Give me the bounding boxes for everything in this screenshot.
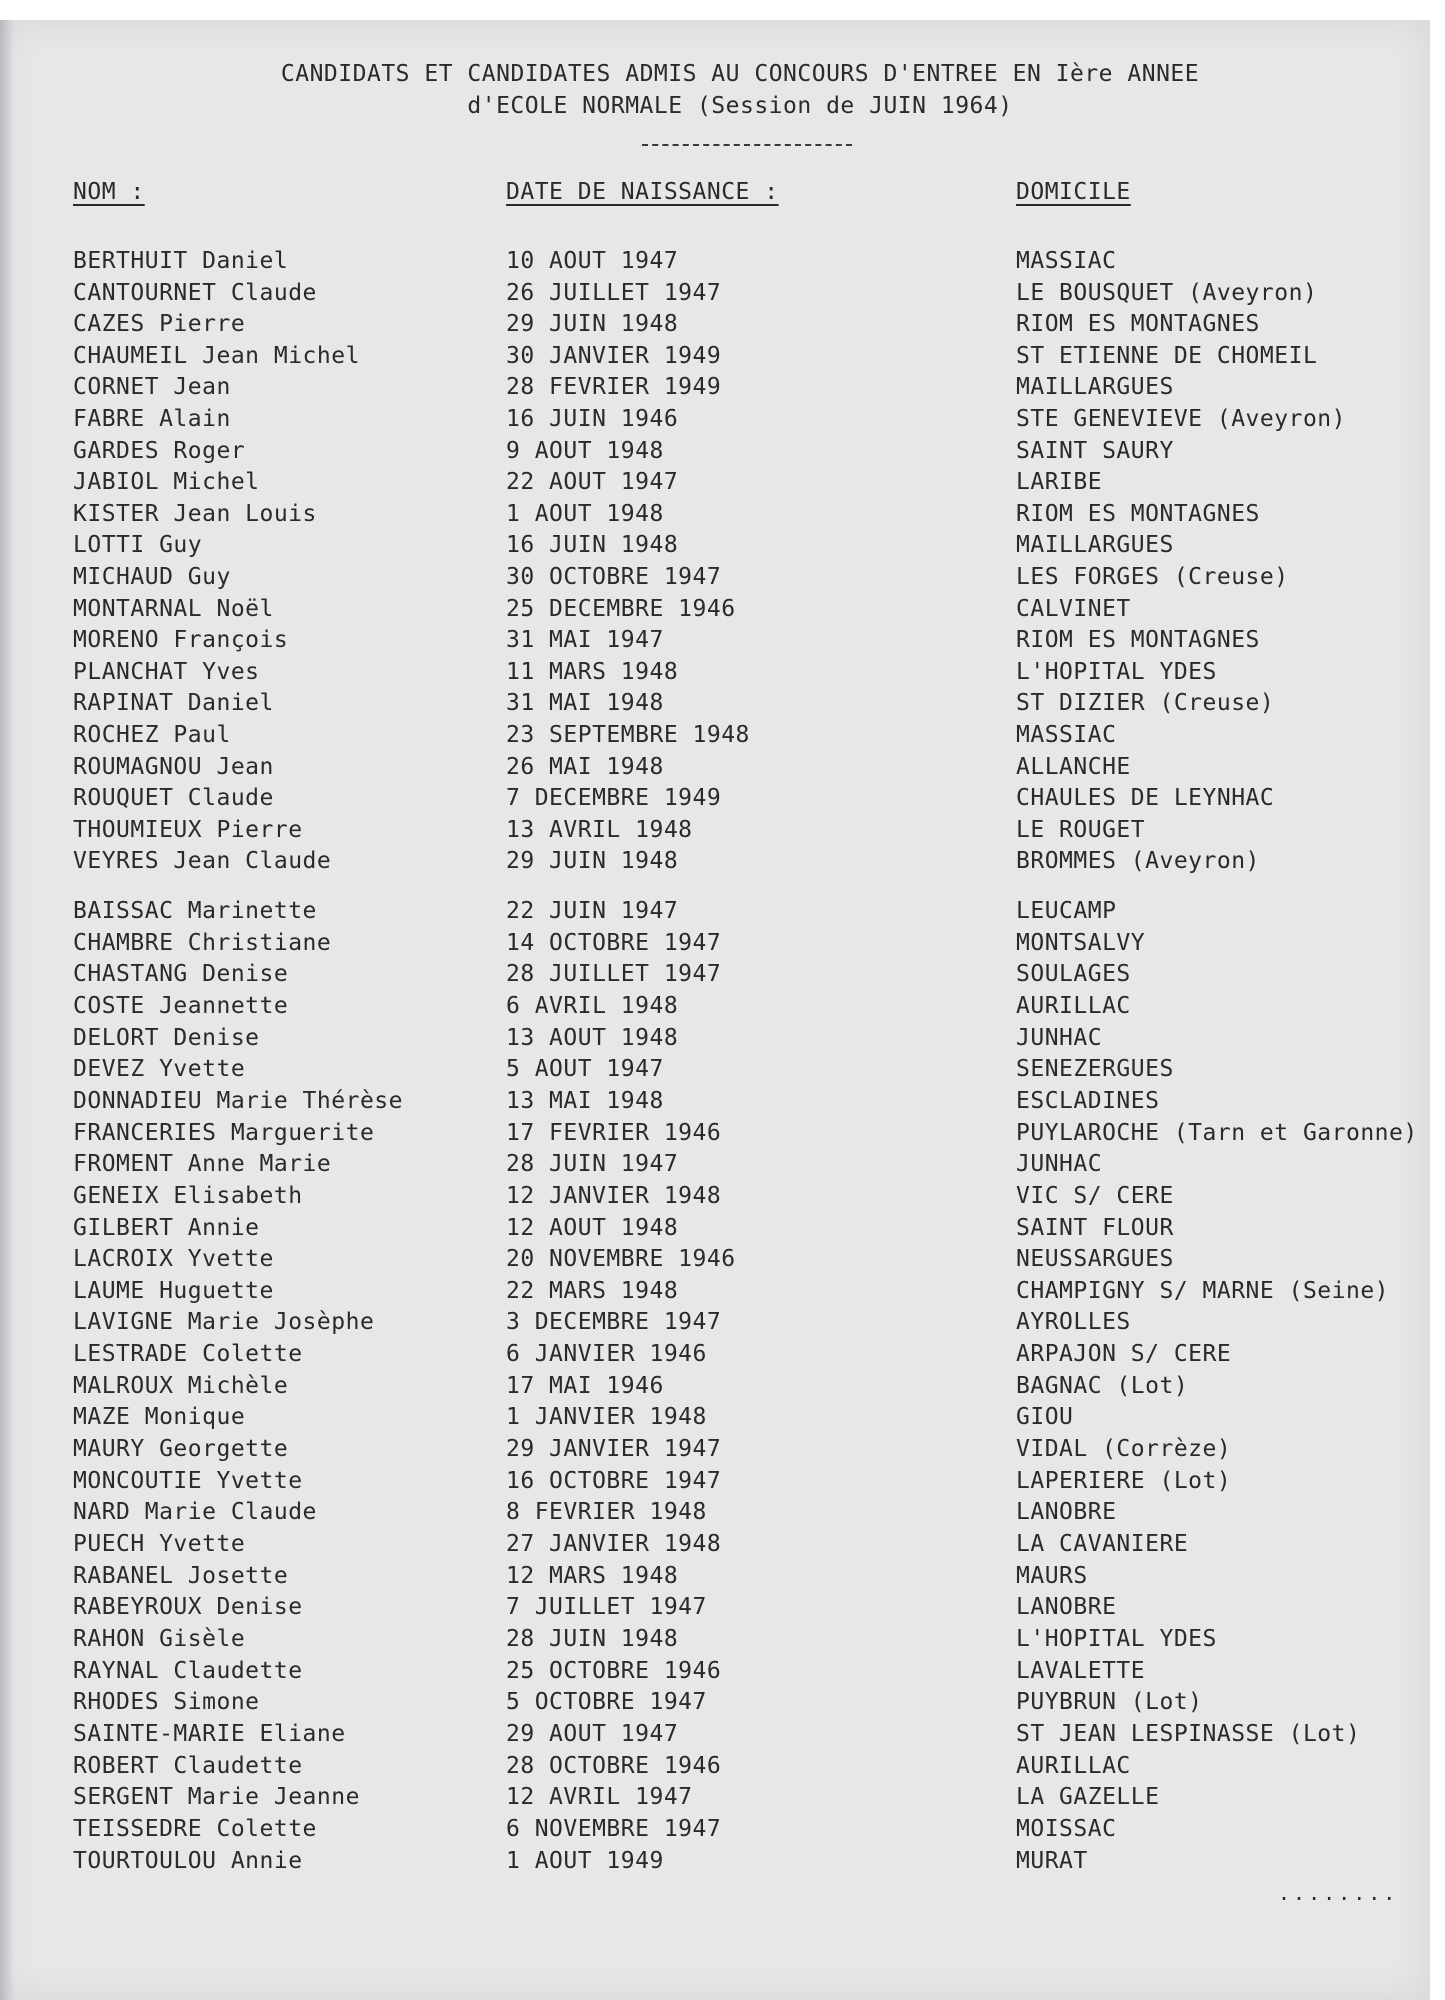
candidate-row	[0, 1404, 1430, 1434]
candidate-name: CANTOURNET Claude	[73, 279, 317, 306]
candidate-name: DONNADIEU Marie Thérèse	[73, 1087, 403, 1114]
birth-date: 17 FEVRIER 1946	[506, 1119, 722, 1146]
candidate-row	[0, 374, 1430, 404]
candidate-name: LOTTI Guy	[73, 532, 203, 559]
domicile: L'HOPITAL YDES	[1016, 1625, 1217, 1652]
candidate-name: RABEYROUX Denise	[73, 1594, 303, 1621]
candidate-row	[0, 1563, 1430, 1593]
candidate-name: PLANCHAT Yves	[73, 658, 260, 685]
birth-date: 28 FEVRIER 1949	[506, 374, 722, 401]
candidate-name: ROUMAGNOU Jean	[73, 753, 274, 780]
candidate-name: RAHON Gisèle	[73, 1625, 246, 1652]
candidate-name: TOURTOULOU Annie	[73, 1847, 303, 1874]
birth-date: 16 JUIN 1946	[506, 406, 679, 432]
domicile: STE GENEVIEVE (Aveyron)	[1016, 406, 1346, 432]
candidate-row	[0, 248, 1430, 278]
candidate-row	[0, 1151, 1430, 1181]
domicile: LAVALETTE	[1016, 1657, 1146, 1684]
birth-date: 30 JANVIER 1949	[506, 342, 722, 369]
birth-date: 28 JUIN 1948	[506, 1625, 679, 1652]
birth-date: 6 JANVIER 1946	[506, 1341, 707, 1368]
candidate-name: MALROUX Michèle	[73, 1372, 289, 1399]
candidate-row	[0, 564, 1430, 594]
candidate-name: KISTER Jean Louis	[73, 500, 317, 527]
candidate-row	[0, 785, 1430, 815]
domicile: MAURS	[1016, 1562, 1088, 1589]
candidate-name: ROBERT Claudette	[73, 1752, 303, 1779]
birth-date: 6 NOVEMBRE 1947	[506, 1815, 722, 1842]
birth-date: 31 MAI 1947	[506, 627, 664, 654]
document-title: CANDIDATS ET CANDIDATES ADMIS AU CONCOURS D'ENTREE EN Ière ANNEE	[280, 61, 1200, 87]
domicile: LES FORGES (Creuse)	[1016, 564, 1289, 590]
domicile: LE BOUSQUET (Aveyron)	[1016, 279, 1318, 306]
domicile: PUYBRUN (Lot)	[1016, 1689, 1203, 1716]
domicile: LARIBE	[1016, 469, 1103, 496]
candidate-row	[0, 1373, 1430, 1403]
candidate-row	[0, 1689, 1430, 1719]
candidate-row	[0, 1436, 1430, 1466]
candidate-name: MAURY Georgette	[73, 1436, 289, 1463]
candidate-name: CAZES Pierre	[73, 311, 246, 338]
candidate-row	[0, 280, 1430, 310]
candidate-row	[0, 1468, 1430, 1498]
candidate-row	[0, 754, 1430, 784]
candidate-name: BERTHUIT Daniel	[73, 248, 289, 274]
domicile: NEUSSARGUES	[1016, 1246, 1174, 1273]
candidate-row	[0, 1784, 1430, 1814]
candidate-row	[0, 596, 1430, 626]
birth-date: 29 JUIN 1948	[506, 848, 679, 875]
domicile: MAILLARGUES	[1016, 532, 1174, 559]
candidate-name: GARDES Roger	[73, 437, 246, 464]
birth-date: 29 JANVIER 1947	[506, 1436, 722, 1463]
domicile: AYROLLES	[1016, 1309, 1131, 1336]
candidate-name: PUECH Yvette	[73, 1531, 246, 1557]
candidate-row	[0, 817, 1430, 847]
candidate-row	[0, 1626, 1430, 1656]
domicile: GIOU	[1016, 1404, 1074, 1431]
header-date: DATE DE NAISSANCE :	[506, 179, 779, 205]
candidate-row	[0, 1309, 1430, 1339]
domicile: ALLANCHE	[1016, 753, 1131, 780]
birth-date: 3 DECEMBRE 1947	[506, 1309, 722, 1336]
domicile: MONTSALVY	[1016, 929, 1146, 956]
candidate-row	[0, 690, 1430, 720]
candidate-name: FABRE Alain	[73, 406, 231, 432]
candidate-row	[0, 930, 1430, 960]
domicile: ST JEAN LESPINASSE (Lot)	[1016, 1720, 1361, 1747]
candidate-name: CHASTANG Denise	[73, 961, 289, 988]
domicile: ST DIZIER (Creuse)	[1016, 690, 1275, 717]
candidate-name: LAUME Huguette	[73, 1277, 274, 1304]
candidate-row	[0, 1499, 1430, 1529]
birth-date: 11 MARS 1948	[506, 658, 679, 685]
candidate-row	[0, 1721, 1430, 1751]
candidate-name: SAINTE-MARIE Eliane	[73, 1720, 346, 1747]
birth-date: 27 JANVIER 1948	[506, 1531, 722, 1557]
candidate-name: CHAMBRE Christiane	[73, 929, 332, 956]
domicile: ESCLADINES	[1016, 1087, 1160, 1114]
domicile: BAGNAC (Lot)	[1016, 1372, 1189, 1399]
domicile: BROMMES (Aveyron)	[1016, 848, 1260, 875]
domicile: MASSIAC	[1016, 248, 1117, 274]
candidate-name: ROUQUET Claude	[73, 785, 274, 812]
candidate-name: RABANEL Josette	[73, 1562, 289, 1589]
birth-date: 14 OCTOBRE 1947	[506, 929, 722, 956]
candidate-row	[0, 1246, 1430, 1276]
domicile: AURILLAC	[1016, 1752, 1131, 1779]
header-domicile: DOMICILE	[1016, 179, 1131, 205]
domicile: L'HOPITAL YDES	[1016, 658, 1217, 685]
domicile: JUNHAC	[1016, 1024, 1103, 1051]
continuation-marker: ........	[1278, 1881, 1399, 1905]
domicile: MOISSAC	[1016, 1815, 1117, 1842]
domicile: SAINT FLOUR	[1016, 1214, 1174, 1241]
candidate-name: DELORT Denise	[73, 1024, 260, 1051]
candidate-name: MICHAUD Guy	[73, 564, 231, 590]
birth-date: 31 MAI 1948	[506, 690, 664, 717]
candidate-name: ROCHEZ Paul	[73, 722, 231, 748]
birth-date: 8 FEVRIER 1948	[506, 1499, 707, 1526]
birth-date: 13 AOUT 1948	[506, 1024, 679, 1051]
candidate-name: CORNET Jean	[73, 374, 231, 401]
candidate-name: MONCOUTIE Yvette	[73, 1467, 303, 1494]
candidate-row	[0, 311, 1430, 341]
candidate-row	[0, 1753, 1430, 1783]
domicile: RIOM ES MONTAGNES	[1016, 627, 1260, 654]
birth-date: 12 MARS 1948	[506, 1562, 679, 1589]
birth-date: 17 MAI 1946	[506, 1372, 664, 1399]
domicile: LEUCAMP	[1016, 898, 1117, 924]
birth-date: 30 OCTOBRE 1947	[506, 564, 722, 590]
birth-date: 23 SEPTEMBRE 1948	[506, 722, 750, 748]
domicile: MURAT	[1016, 1847, 1088, 1874]
birth-date: 5 OCTOBRE 1947	[506, 1689, 707, 1716]
domicile: PUYLAROCHE (Tarn et Garonne)	[1016, 1119, 1418, 1146]
domicile: SOULAGES	[1016, 961, 1131, 988]
candidate-name: GILBERT Annie	[73, 1214, 260, 1241]
candidate-name: SERGENT Marie Jeanne	[73, 1784, 360, 1811]
domicile: MASSIAC	[1016, 722, 1117, 748]
birth-date: 28 JUIN 1947	[506, 1151, 679, 1178]
domicile: LANOBRE	[1016, 1499, 1117, 1526]
candidate-name: RAYNAL Claudette	[73, 1657, 303, 1684]
candidate-name: RAPINAT Daniel	[73, 690, 274, 717]
birth-date: 1 AOUT 1949	[506, 1847, 664, 1874]
candidate-row	[0, 1278, 1430, 1308]
birth-date: 22 MARS 1948	[506, 1277, 679, 1304]
candidate-row	[0, 1531, 1430, 1561]
birth-date: 28 JUILLET 1947	[506, 961, 722, 988]
birth-date: 29 JUIN 1948	[506, 311, 679, 338]
candidate-row	[0, 1215, 1430, 1245]
domicile: CALVINET	[1016, 595, 1131, 622]
title-divider	[642, 144, 852, 146]
birth-date: 22 JUIN 1947	[506, 898, 679, 924]
candidate-name: MONTARNAL Noël	[73, 595, 274, 622]
candidate-name: LESTRADE Colette	[73, 1341, 303, 1368]
birth-date: 1 AOUT 1948	[506, 500, 664, 527]
candidate-row	[0, 1594, 1430, 1624]
birth-date: 25 DECEMBRE 1946	[506, 595, 736, 622]
candidate-name: THOUMIEUX Pierre	[73, 816, 303, 843]
candidate-name: BAISSAC Marinette	[73, 898, 317, 924]
candidate-row	[0, 659, 1430, 689]
candidate-row	[0, 1183, 1430, 1213]
candidate-row	[0, 1848, 1430, 1878]
birth-date: 16 OCTOBRE 1947	[506, 1467, 722, 1494]
candidate-name: CHAUMEIL Jean Michel	[73, 342, 360, 369]
domicile: LAPERIERE (Lot)	[1016, 1467, 1232, 1494]
candidate-row	[0, 848, 1430, 878]
domicile: AURILLAC	[1016, 992, 1131, 1019]
candidate-name: GENEIX Elisabeth	[73, 1182, 303, 1209]
birth-date: 29 AOUT 1947	[506, 1720, 679, 1747]
candidate-row	[0, 438, 1430, 468]
birth-date: 12 AVRIL 1947	[506, 1784, 693, 1811]
candidate-row	[0, 1658, 1430, 1688]
candidate-row	[0, 1025, 1430, 1055]
candidate-row	[0, 993, 1430, 1023]
birth-date: 26 MAI 1948	[506, 753, 664, 780]
candidate-row	[0, 469, 1430, 499]
domicile: LE ROUGET	[1016, 816, 1146, 843]
birth-date: 13 AVRIL 1948	[506, 816, 693, 843]
candidate-row	[0, 1088, 1430, 1118]
birth-date: 12 AOUT 1948	[506, 1214, 679, 1241]
candidate-row	[0, 1341, 1430, 1371]
birth-date: 1 JANVIER 1948	[506, 1404, 707, 1431]
candidate-row	[0, 406, 1430, 436]
domicile: ARPAJON S/ CERE	[1016, 1341, 1232, 1368]
domicile: MAILLARGUES	[1016, 374, 1174, 401]
domicile: RIOM ES MONTAGNES	[1016, 311, 1260, 338]
candidate-name: COSTE Jeannette	[73, 992, 289, 1019]
domicile: JUNHAC	[1016, 1151, 1103, 1178]
candidate-row	[0, 343, 1430, 373]
birth-date: 12 JANVIER 1948	[506, 1182, 722, 1209]
birth-date: 5 AOUT 1947	[506, 1056, 664, 1083]
domicile: LA CAVANIERE	[1016, 1531, 1189, 1557]
document-subtitle: d'ECOLE NORMALE (Session de JUIN 1964)	[467, 93, 1013, 119]
birth-date: 25 OCTOBRE 1946	[506, 1657, 722, 1684]
candidate-name: NARD Marie Claude	[73, 1499, 317, 1526]
birth-date: 22 AOUT 1947	[506, 469, 679, 496]
domicile: ST ETIENNE DE CHOMEIL	[1016, 342, 1318, 369]
candidate-row	[0, 722, 1430, 752]
candidate-name: DEVEZ Yvette	[73, 1056, 246, 1083]
candidate-row	[0, 1816, 1430, 1846]
candidate-name: LACROIX Yvette	[73, 1246, 274, 1273]
birth-date: 26 JUILLET 1947	[506, 279, 722, 306]
birth-date: 10 AOUT 1947	[506, 248, 679, 274]
candidate-row	[0, 1120, 1430, 1150]
candidate-name: JABIOL Michel	[73, 469, 260, 496]
candidate-row	[0, 961, 1430, 991]
domicile: CHAMPIGNY S/ MARNE (Seine)	[1016, 1277, 1390, 1304]
domicile: LA GAZELLE	[1016, 1784, 1160, 1811]
birth-date: 7 DECEMBRE 1949	[506, 785, 722, 812]
domicile: SAINT SAURY	[1016, 437, 1174, 464]
birth-date: 6 AVRIL 1948	[506, 992, 679, 1019]
domicile: SENEZERGUES	[1016, 1056, 1174, 1083]
domicile: VIDAL (Corrèze)	[1016, 1436, 1232, 1463]
header-name: NOM :	[73, 179, 145, 205]
candidate-row	[0, 501, 1430, 531]
birth-date: 28 OCTOBRE 1946	[506, 1752, 722, 1779]
domicile: RIOM ES MONTAGNES	[1016, 500, 1260, 527]
domicile: VIC S/ CERE	[1016, 1182, 1174, 1209]
domicile: CHAULES DE LEYNHAC	[1016, 785, 1275, 812]
candidate-row	[0, 532, 1430, 562]
birth-date: 9 AOUT 1948	[506, 437, 664, 464]
candidate-name: MORENO François	[73, 627, 289, 654]
candidate-name: RHODES Simone	[73, 1689, 260, 1716]
birth-date: 13 MAI 1948	[506, 1087, 664, 1114]
candidate-row	[0, 898, 1430, 928]
candidate-name: VEYRES Jean Claude	[73, 848, 332, 875]
candidate-name: TEISSEDRE Colette	[73, 1815, 317, 1842]
birth-date: 20 NOVEMBRE 1946	[506, 1246, 736, 1273]
birth-date: 16 JUIN 1948	[506, 532, 679, 559]
domicile: LANOBRE	[1016, 1594, 1117, 1621]
candidate-row	[0, 627, 1430, 657]
candidate-row	[0, 1056, 1430, 1086]
candidate-name: FROMENT Anne Marie	[73, 1151, 332, 1178]
candidate-name: LAVIGNE Marie Josèphe	[73, 1309, 375, 1336]
candidate-name: FRANCERIES Marguerite	[73, 1119, 375, 1146]
candidate-name: MAZE Monique	[73, 1404, 246, 1431]
birth-date: 7 JUILLET 1947	[506, 1594, 707, 1621]
